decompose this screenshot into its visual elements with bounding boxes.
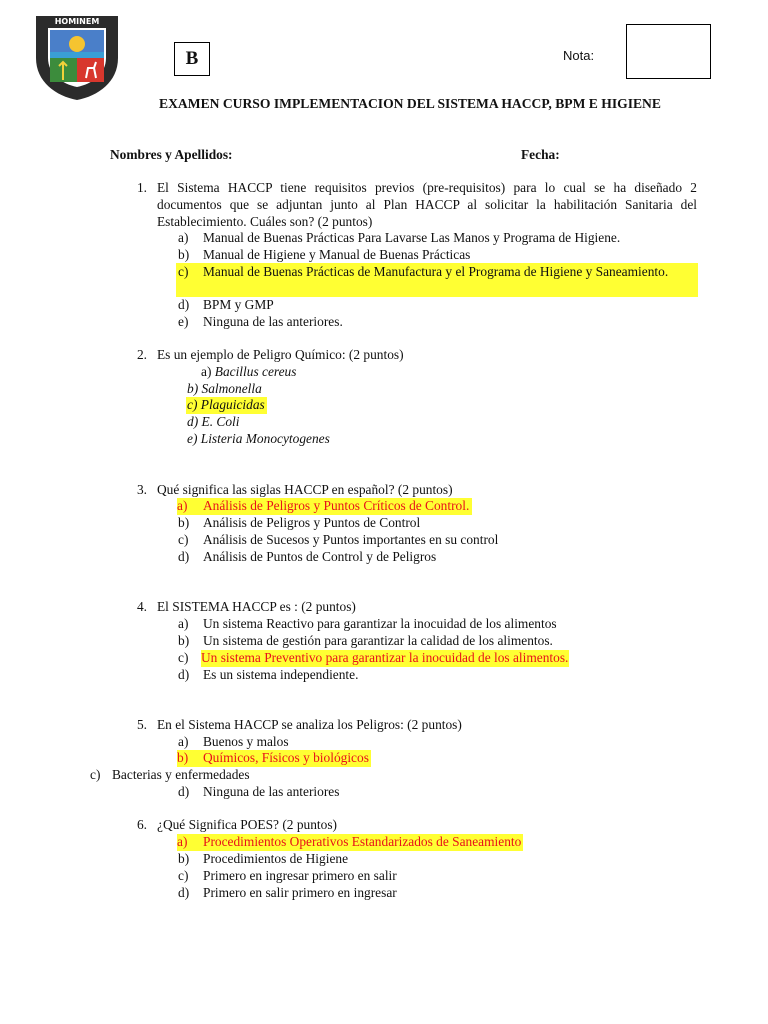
option-text: Análisis de Sucesos y Puntos importantes en su control (203, 532, 499, 547)
option-text: Primero en ingresar primero en salir (203, 868, 397, 883)
option-letter: e) (178, 314, 189, 329)
option-text: Primero en salir primero en ingresar (203, 885, 397, 900)
option-letter: d) (178, 549, 190, 564)
question-text: El SISTEMA HACCP es : (2 puntos) (157, 599, 356, 614)
option-text-correct: Plaguicidas (200, 397, 265, 412)
question-number: 1. (136, 180, 147, 195)
option-text: Análisis de Puntos de Control y de Peligros (203, 549, 437, 564)
option-letter: d) (187, 414, 199, 429)
option-text: Es un sistema independiente. (203, 667, 359, 682)
option-letter: a) (178, 616, 189, 631)
option-text: BPM y GMP (203, 297, 274, 312)
option-text: Listeria Monocytogenes (200, 431, 330, 446)
option-letter: b) (178, 851, 190, 866)
option-text-correct: Análisis de Peligros y Puntos Críticos de Control. (203, 498, 470, 513)
question-number: 5. (136, 717, 147, 732)
option-text-correct: Un sistema Preventivo para garantizar la inocuidad de los alimentos. (201, 650, 569, 665)
option-letter: b) (187, 381, 199, 396)
option-letter: a) (177, 498, 188, 513)
option-item (177, 498, 472, 515)
option-text: Ninguna de las anteriores (203, 784, 340, 799)
option-letter: b) (178, 247, 190, 262)
option-letter: b) (178, 515, 190, 530)
option-letter: d) (178, 667, 190, 682)
nota-label: Nota: (563, 48, 595, 63)
university-crest-icon (32, 12, 122, 102)
page-title: EXAMEN CURSO IMPLEMENTACION DEL SISTEMA HACCP, BPM E HIGIENE (159, 96, 661, 111)
question-number: 6. (136, 817, 147, 832)
option-item (186, 397, 267, 414)
option-item (187, 381, 262, 398)
option-text-correct: Procedimientos Operativos Estandarizados de Saneamiento (203, 834, 522, 849)
option-text: Análisis de Peligros y Puntos de Control (203, 515, 421, 530)
question-text: ¿Qué Significa POES? (2 puntos) (157, 817, 338, 832)
names-label: Nombres y Apellidos: (110, 147, 233, 162)
option-item (201, 364, 296, 381)
option-text: Bacterias y enfermedades (112, 767, 250, 782)
option-text: Ninguna de las anteriores. (203, 314, 343, 329)
option-text: Manual de Buenas Prácticas Para Lavarse Las Manos y Programa de Higiene. (203, 230, 621, 245)
question-number: 4. (136, 599, 147, 614)
option-text: Un sistema de gestión para garantizar la calidad de los alimentos. (203, 633, 553, 648)
option-item (90, 767, 250, 784)
option-text: E. Coli (201, 414, 240, 429)
svg-text:HOMINEM: HOMINEM (54, 17, 100, 26)
exam-version-box: B (174, 42, 210, 76)
option-text: Bacillus cereus (214, 364, 297, 379)
option-letter: b) (177, 750, 189, 765)
option-text: Manual de Higiene y Manual de Buenas Prácticas (203, 247, 471, 262)
nota-box[interactable] (626, 24, 711, 79)
option-item (177, 834, 523, 851)
option-text: Salmonella (201, 381, 262, 396)
option-letter: c) (178, 868, 189, 883)
date-label: Fecha: (521, 147, 560, 162)
question-text: Qué significa las siglas HACCP en español? (2 puntos) (157, 482, 453, 497)
question-number: 2. (136, 347, 147, 362)
option-letter: c) (178, 650, 189, 665)
option-text: Un sistema Reactivo para garantizar la inocuidad de los alimentos (203, 616, 557, 631)
option-item (187, 431, 330, 448)
question-number: 3. (136, 482, 147, 497)
option-text-correct: Manual de Buenas Prácticas de Manufactura y el Programa de Higiene y Saneamiento. (203, 264, 669, 279)
option-letter: d) (178, 297, 190, 312)
option-letter: c) (178, 264, 189, 279)
option-letter: b) (178, 633, 190, 648)
option-letter: d) (178, 784, 190, 799)
option-text: Procedimientos de Higiene (203, 851, 349, 866)
question-text: Es un ejemplo de Peligro Químico: (2 puntos) (157, 347, 404, 362)
option-letter: e) (187, 431, 198, 446)
option-item (187, 414, 239, 431)
option-letter: c) (187, 397, 198, 412)
option-text-correct: Químicos, Físicos y biológicos (203, 750, 369, 765)
option-letter: a) (201, 364, 212, 379)
option-text: Buenos y malos (203, 734, 289, 749)
option-letter: a) (178, 734, 189, 749)
option-letter: c) (90, 767, 101, 782)
option-letter: d) (178, 885, 190, 900)
option-letter: c) (178, 532, 189, 547)
option-letter: a) (178, 230, 189, 245)
option-letter: a) (177, 834, 188, 849)
option-item (177, 750, 371, 767)
question-text: En el Sistema HACCP se analiza los Peligros: (2 puntos) (157, 717, 462, 732)
question-text: El Sistema HACCP tiene requisitos previos (pre-requisitos) para lo cual se ha diseñado 2 documentos que se adjuntan junto al Plan HACCP al solicitar la habilitación Sanitaria del Establecimiento. Cuáles son? (2 puntos) (157, 180, 697, 229)
